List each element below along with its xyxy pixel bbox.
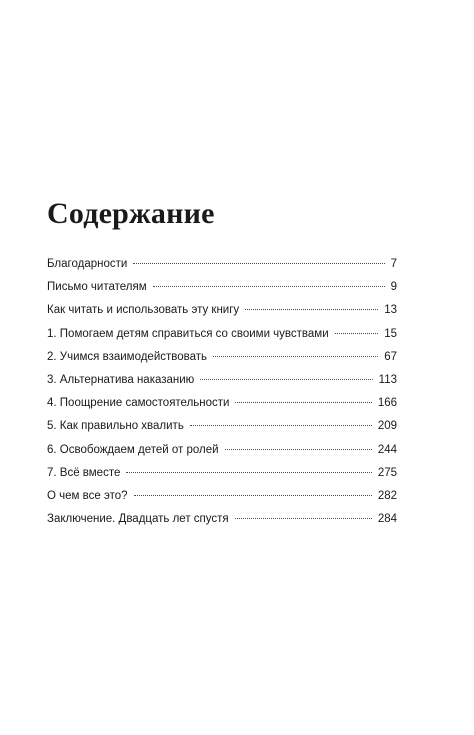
toc-entry-label: 1. Помогаем детям справиться со своими чувствами	[47, 327, 329, 340]
toc-entry-label: 7. Всё вместе	[47, 466, 121, 479]
dot-leader	[225, 449, 372, 450]
toc-page-number: 244	[377, 443, 397, 456]
toc-page-number: 7	[390, 258, 397, 270]
toc-entry-label: 2. Учимся взаимодействовать	[47, 350, 208, 363]
toc-entry-letter-to-readers[interactable]	[47, 279, 397, 302]
page-title: Содержание	[47, 197, 215, 230]
toc-entry-label: 6. Освобождаем детей от ролей	[47, 443, 219, 456]
dot-leader	[133, 263, 384, 264]
dot-leader	[126, 472, 371, 473]
toc-entry-label: Благодарности	[47, 258, 128, 270]
toc-entry-chapter-2[interactable]	[47, 349, 397, 372]
dot-leader	[245, 309, 378, 310]
dot-leader	[235, 518, 372, 519]
toc-page-number: 166	[377, 397, 397, 410]
toc-entry-label: Заключение. Двадцать лет спустя	[47, 513, 229, 526]
toc-entry-label: 5. Как правильно хвалить	[47, 420, 184, 433]
dot-leader	[235, 402, 371, 403]
toc-page-number: 13	[384, 304, 397, 317]
toc-entry-chapter-1[interactable]	[47, 326, 397, 349]
toc-entry-chapter-5[interactable]	[47, 418, 397, 441]
toc-entry-acknowledgements[interactable]	[47, 256, 397, 279]
dot-leader	[190, 425, 372, 426]
toc-page-number: 282	[377, 489, 397, 502]
toc-page-number: 67	[384, 350, 397, 363]
toc-entry-how-to-read[interactable]	[47, 302, 397, 325]
toc-entry-label: Письмо читателям	[47, 281, 147, 294]
toc-entry-chapter-3[interactable]	[47, 372, 397, 395]
toc-entry-chapter-6[interactable]	[47, 442, 397, 465]
dot-leader	[335, 333, 379, 334]
toc-entry-label: 3. Альтернатива наказанию	[47, 373, 195, 386]
dot-leader	[213, 356, 378, 357]
toc-page-number: 113	[378, 373, 397, 386]
toc-page-number: 15	[384, 327, 397, 340]
toc-page-number: 9	[390, 281, 397, 294]
toc-entry-chapter-7[interactable]	[47, 465, 397, 488]
toc-entry-conclusion[interactable]	[47, 511, 397, 534]
toc-entry-label: 4. Поощрение самостоятельности	[47, 397, 230, 410]
toc-page-number: 209	[377, 420, 397, 433]
toc-entry-label: Как читать и использовать эту книгу	[47, 304, 240, 317]
toc-entry-label: О чем все это?	[47, 489, 128, 502]
toc-page-number: 284	[377, 513, 397, 526]
dot-leader	[134, 495, 372, 496]
dot-leader	[200, 379, 372, 380]
dot-leader	[153, 286, 385, 287]
toc-entry-chapter-4[interactable]	[47, 395, 397, 418]
table-of-contents	[47, 256, 397, 534]
toc-page-number: 275	[377, 466, 397, 479]
toc-entry-what-is-it-about[interactable]	[47, 488, 397, 511]
